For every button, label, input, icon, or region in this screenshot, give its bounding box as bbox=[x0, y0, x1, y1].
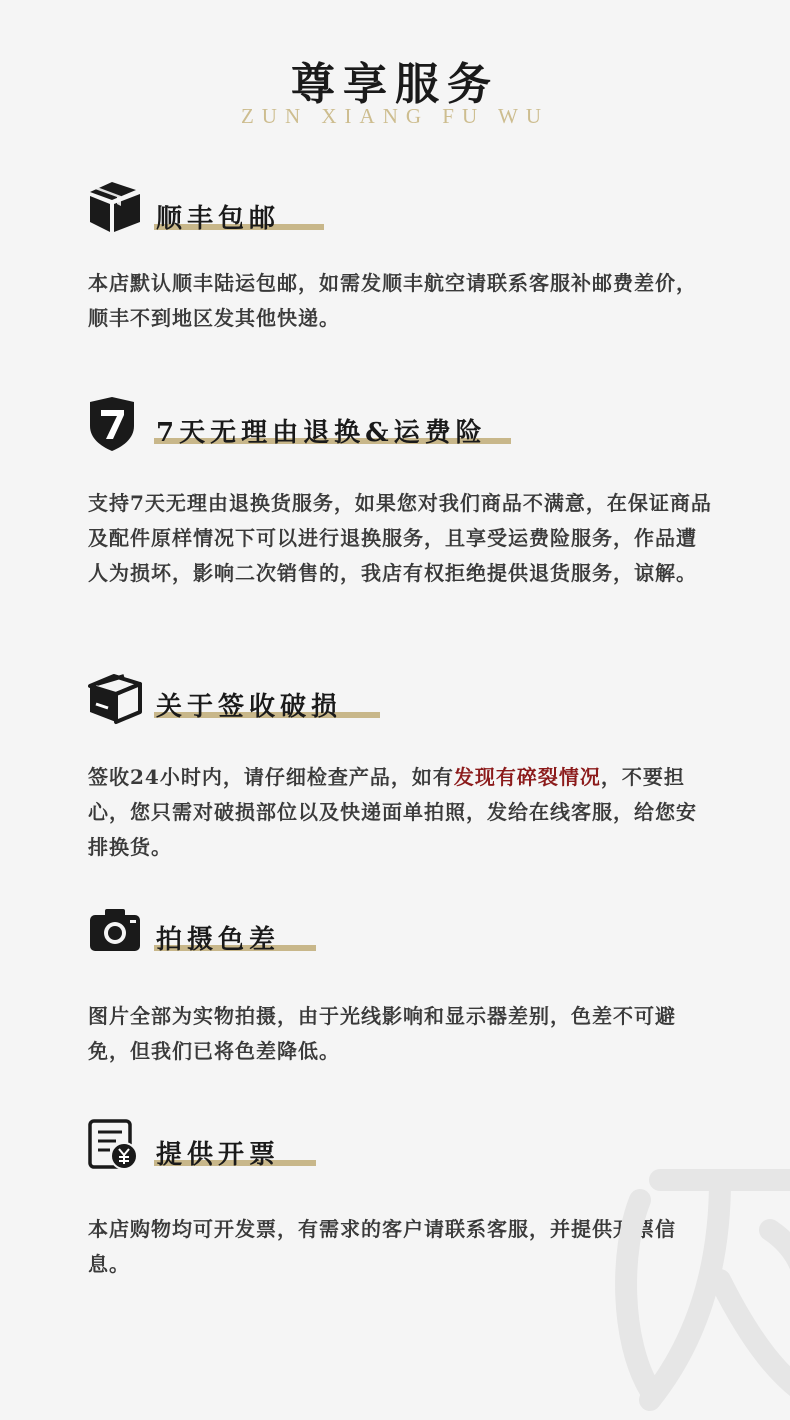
page-subtitle: ZUN XIANG FU WU bbox=[240, 104, 549, 128]
section-title: 7天无理由退换&运费险 bbox=[156, 418, 487, 448]
section-shipping bbox=[88, 180, 718, 330]
section-returns bbox=[88, 396, 718, 585]
section-text: 签收24小时内，请仔细检查产品，如有发现有碎裂情况，不要担心，您只需对破损部位以及快递面单拍照，发给在线客服，给您安排换货。 bbox=[88, 765, 697, 859]
highlight-text: 发现有碎裂情况 bbox=[453, 765, 601, 789]
seven-shield-icon bbox=[88, 396, 144, 452]
seal-watermark-icon bbox=[600, 1160, 790, 1420]
section-title: 提供开票 bbox=[156, 1140, 281, 1170]
section-title: 关于签收破损 bbox=[156, 692, 343, 722]
section-text: 图片全部为实物拍摄，由于光线影响和显示器差别，色差不可避免，但我们已将色差降低。 bbox=[88, 1004, 676, 1063]
camera-icon bbox=[88, 905, 144, 961]
box-icon bbox=[88, 180, 144, 236]
invoice-icon bbox=[88, 1118, 144, 1174]
section-text: 本店购物均可开发票，有需求的客户请联系客服，并提供开票信息。 bbox=[88, 1217, 676, 1276]
section-damage bbox=[88, 670, 718, 859]
section-title: 顺丰包邮 bbox=[156, 204, 281, 234]
page-title: 尊享服务 bbox=[291, 59, 499, 110]
section-title: 拍摄色差 bbox=[156, 925, 281, 955]
section-color bbox=[88, 905, 718, 1063]
section-text: 支持7天无理由退换货服务，如果您对我们商品不满意，在保证商品及配件原样情况下可以进行退换服务，且享受运费险服务，作品遭人为损坏，影响二次销售的，我店有权拒绝提供退货服务，谅解。 bbox=[88, 491, 712, 585]
open-box-icon bbox=[88, 670, 144, 726]
section-text: 本店默认顺丰陆运包邮，如需发顺丰航空请联系客服补邮费差价，顺丰不到地区发其他快递。 bbox=[88, 271, 697, 330]
